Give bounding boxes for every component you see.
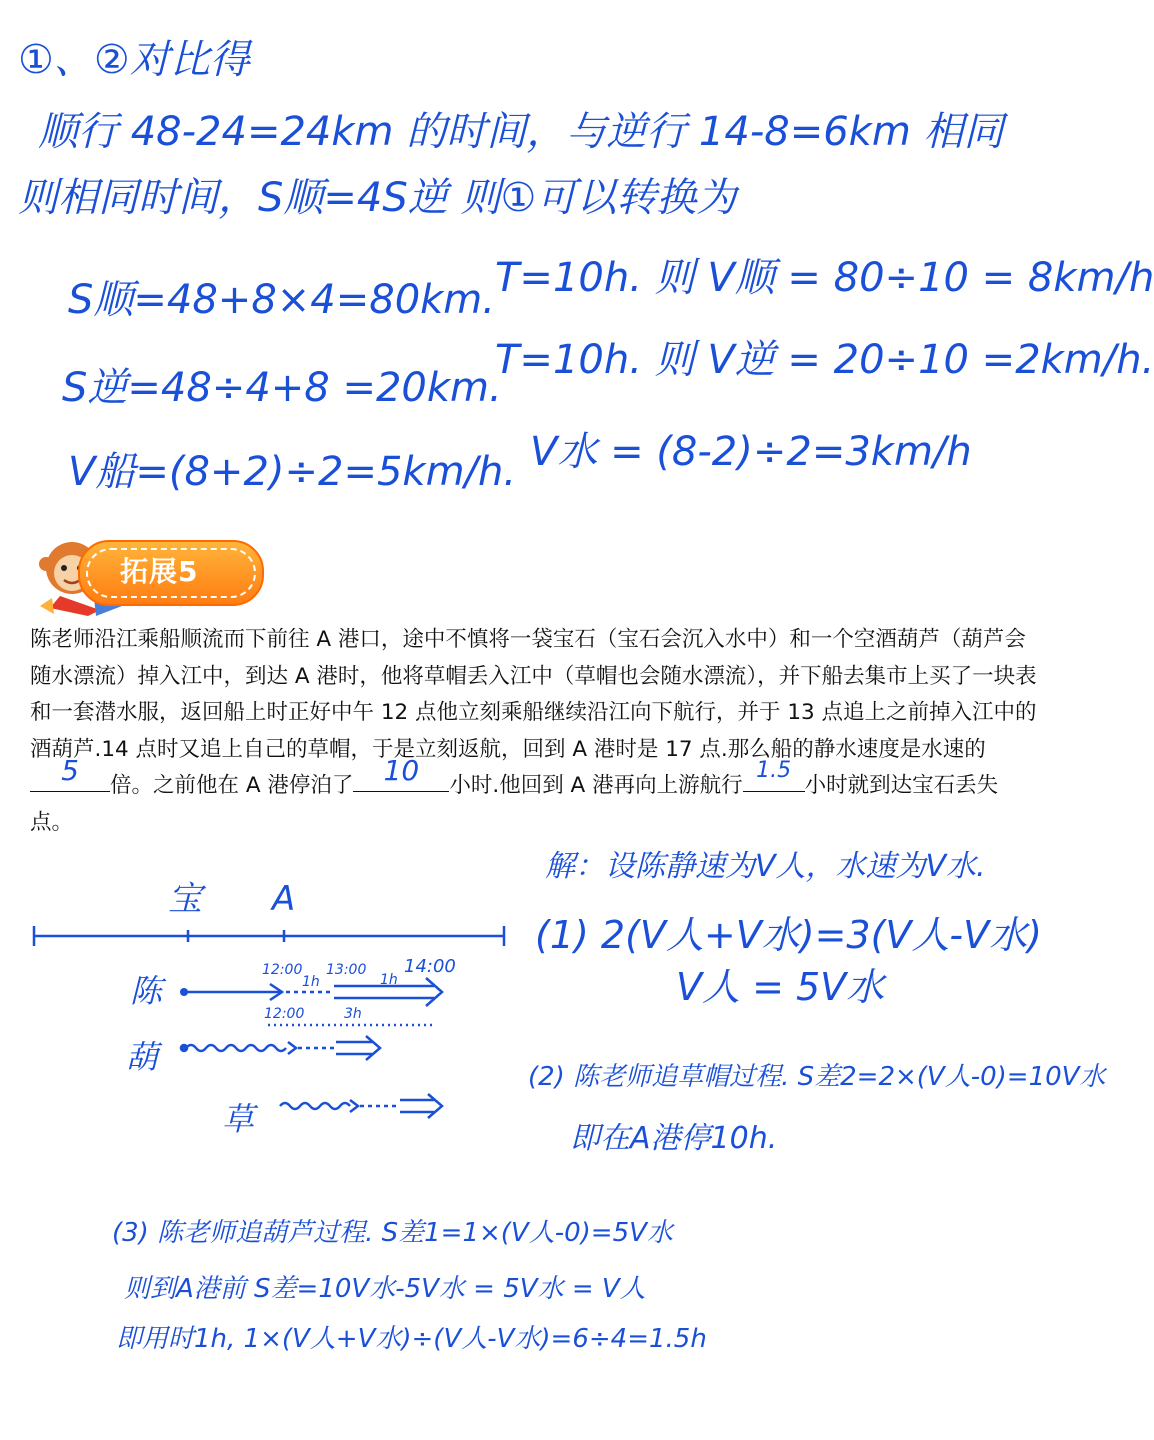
- label-1200-b: 12:00: [264, 1006, 305, 1022]
- label-1300: 13:00: [326, 962, 367, 978]
- hu-double-arrowhead: [366, 1036, 380, 1060]
- expansion-badge: [30, 528, 270, 618]
- solution-3c: 即用时1h, 1×(V人+V水)÷(V人-V水)=6÷4=1.5h: [116, 1324, 707, 1354]
- hu-arrowhead: [288, 1042, 296, 1054]
- badge-label: 拓展5: [120, 555, 199, 588]
- cao-arrowhead: [350, 1100, 358, 1112]
- answer-2: 10: [383, 753, 420, 787]
- problem-text-4: 小时就到达宝石丢失点。: [30, 773, 999, 835]
- hw-line-6a: V船=(8+2)÷2=5km/h.: [68, 449, 517, 495]
- hw-line-5b: T=10h. 则 V逆 = 20÷10 =2km/h.: [495, 337, 1154, 383]
- label-cao: 草: [222, 1100, 255, 1138]
- hw-line-2: 顺行 48-24=24km 的时间，与逆行 14-8=6km 相同: [38, 109, 1004, 155]
- cao-wavy: [280, 1103, 350, 1109]
- label-3h: 3h: [344, 1006, 362, 1022]
- answer-3: 1.5: [756, 757, 792, 783]
- solution-2b: 即在A港停10h.: [570, 1121, 778, 1156]
- label-1200: 12:00: [262, 962, 303, 978]
- hw-line-1: ①、②对比得: [18, 37, 250, 83]
- label-bao: 宝: [168, 879, 202, 919]
- problem-text-3: 小时.他回到 A 港再向上游航行: [449, 773, 743, 798]
- solution-3a: (3) 陈老师追葫芦过程. S差1=1×(V人-0)=5V水: [112, 1218, 673, 1248]
- label-a: A: [272, 879, 296, 919]
- problem-paragraph: [30, 622, 1040, 841]
- hw-line-5a: S逆=48÷4+8 =20km.: [62, 365, 502, 411]
- solution-intro: 解：设陈静速为V人，水速为V水.: [545, 849, 986, 884]
- label-1400: 14:00: [404, 956, 456, 977]
- problem-text-1: 陈老师沿江乘船顺流而下前往 A 港口，途中不慎将一袋宝石（宝石会沉入水中）和一个空酒葫芦（葫芦会随水漂流）掉入江中，到达 A 港时，他将草帽丢入江中（草帽也会随水漂流），并下船去集市上买了一块表和一套潜水服，返回船上时正好中午 12 点他立刻乘船继续沿江向下航行，并于 13 点追上之前掉入江中的酒葫芦.14 点时又追上自己的草帽，于是立刻返航，回到 A 港时是 17 点.那么船的静水速度是水速的: [30, 627, 1037, 762]
- label-1h-b: 1h: [380, 972, 398, 988]
- problem-text-2: 倍。之前他在 A 港停泊了: [110, 773, 354, 798]
- chen-start-dot: [180, 988, 188, 996]
- answer-blank-3: [743, 757, 805, 792]
- motion-diagram: [0, 860, 520, 1160]
- answer-1: 5: [61, 753, 79, 787]
- hw-line-4a: S顺=48+8×4=80km.: [68, 277, 495, 323]
- hw-line-4b: T=10h. 则 V顺 = 80÷10 = 8km/h: [495, 255, 1154, 301]
- hw-line-6b: V水 = (8-2)÷2=3km/h: [530, 429, 972, 475]
- solution-1a: (1) 2(V人+V水)=3(V人-V水): [535, 913, 1042, 957]
- solution-2a: (2) 陈老师追草帽过程. S差2=2×(V人-0)=10V水: [528, 1062, 1106, 1092]
- answer-blank-2: [353, 753, 449, 792]
- chen-double-arrowhead: [426, 978, 442, 1006]
- hu-wavy: [186, 1045, 286, 1051]
- answer-blank-1: [30, 753, 110, 792]
- label-chen: 陈: [130, 972, 163, 1010]
- label-hu: 葫: [126, 1038, 159, 1076]
- hw-line-3: 则相同时间，S顺=4S逆 则①可以转换为: [18, 175, 737, 221]
- problem-text: [30, 622, 1040, 841]
- cao-double-arrowhead: [428, 1094, 442, 1118]
- solution-3b: 则到A港前 S差=10V水-5V水 = 5V水 = V人: [124, 1274, 646, 1304]
- solution-1b: V人 = 5V水: [676, 965, 885, 1009]
- label-1h-a: 1h: [302, 974, 320, 990]
